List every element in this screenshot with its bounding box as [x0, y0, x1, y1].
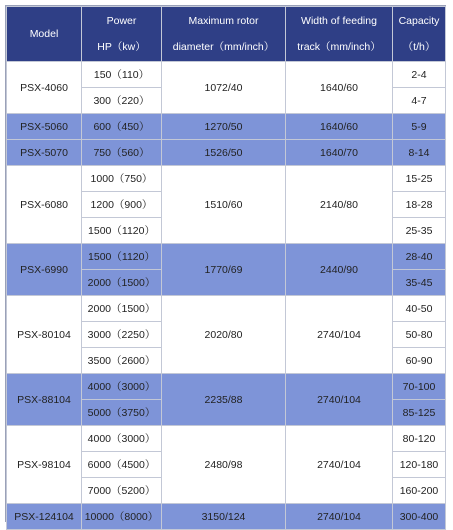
- capacity-cell: 28-40: [393, 244, 446, 270]
- rotor-cell: 2480/98: [162, 426, 286, 504]
- header-capacity: Capacity （t/h）: [393, 7, 446, 62]
- capacity-cell: 70-100: [393, 374, 446, 400]
- table-row: [7, 426, 446, 452]
- table-body: [7, 62, 446, 530]
- track-cell: 2740/104: [286, 504, 393, 530]
- power-cell: 1500（1120）: [82, 244, 162, 270]
- model-cell: PSX-124104: [7, 504, 82, 530]
- table-row: [7, 374, 446, 400]
- rotor-cell: 2020/80: [162, 296, 286, 374]
- table-row: [7, 504, 446, 530]
- model-cell: PSX-4060: [7, 62, 82, 114]
- capacity-cell: 120-180: [393, 452, 446, 478]
- power-cell: 3500（2600）: [82, 348, 162, 374]
- capacity-cell: 8-14: [393, 140, 446, 166]
- power-cell: 300（220）: [82, 88, 162, 114]
- model-cell: PSX-80104: [7, 296, 82, 374]
- table-row: [7, 140, 446, 166]
- power-cell: 5000（3750）: [82, 400, 162, 426]
- table-row: [7, 296, 446, 322]
- table-header: [7, 7, 446, 62]
- power-cell: 3000（2250）: [82, 322, 162, 348]
- crusher-spec-table: [6, 6, 446, 530]
- power-cell: 2000（1500）: [82, 296, 162, 322]
- capacity-cell: 300-400: [393, 504, 446, 530]
- model-cell: PSX-6080: [7, 166, 82, 244]
- table-row: [7, 166, 446, 192]
- rotor-cell: 1526/50: [162, 140, 286, 166]
- power-cell: 7000（5200）: [82, 478, 162, 504]
- track-cell: 2740/104: [286, 426, 393, 504]
- model-cell: PSX-88104: [7, 374, 82, 426]
- power-cell: 150（110）: [82, 62, 162, 88]
- power-cell: 4000（3000）: [82, 426, 162, 452]
- table-row: [7, 62, 446, 88]
- model-cell: PSX-5070: [7, 140, 82, 166]
- table-row: [7, 114, 446, 140]
- rotor-cell: 1270/50: [162, 114, 286, 140]
- header-rotor: Maximum rotor diameter（mm/inch）: [162, 7, 286, 62]
- capacity-cell: 2-4: [393, 62, 446, 88]
- model-cell: PSX-98104: [7, 426, 82, 504]
- power-cell: 10000（8000）: [82, 504, 162, 530]
- power-cell: 1000（750）: [82, 166, 162, 192]
- header-model: Model: [7, 7, 82, 62]
- capacity-cell: 18-28: [393, 192, 446, 218]
- capacity-cell: 4-7: [393, 88, 446, 114]
- power-cell: 1500（1120）: [82, 218, 162, 244]
- header-row: [7, 7, 446, 62]
- capacity-cell: 25-35: [393, 218, 446, 244]
- track-cell: 1640/70: [286, 140, 393, 166]
- track-cell: 2740/104: [286, 296, 393, 374]
- rotor-cell: 1072/40: [162, 62, 286, 114]
- capacity-cell: 40-50: [393, 296, 446, 322]
- capacity-cell: 85-125: [393, 400, 446, 426]
- track-cell: 1640/60: [286, 62, 393, 114]
- spec-table-frame: [5, 5, 446, 522]
- power-cell: 2000（1500）: [82, 270, 162, 296]
- capacity-cell: 15-25: [393, 166, 446, 192]
- capacity-cell: 35-45: [393, 270, 446, 296]
- rotor-cell: 1510/60: [162, 166, 286, 244]
- capacity-cell: 60-90: [393, 348, 446, 374]
- rotor-cell: 3150/124: [162, 504, 286, 530]
- power-cell: 6000（4500）: [82, 452, 162, 478]
- capacity-cell: 5-9: [393, 114, 446, 140]
- track-cell: 2440/90: [286, 244, 393, 296]
- track-cell: 2140/80: [286, 166, 393, 244]
- rotor-cell: 2235/88: [162, 374, 286, 426]
- model-cell: PSX-6990: [7, 244, 82, 296]
- power-cell: 1200（900）: [82, 192, 162, 218]
- capacity-cell: 50-80: [393, 322, 446, 348]
- header-power: Power HP（kw）: [82, 7, 162, 62]
- table-row: [7, 244, 446, 270]
- track-cell: 1640/60: [286, 114, 393, 140]
- header-track: Width of feeding track（mm/inch）: [286, 7, 393, 62]
- model-cell: PSX-5060: [7, 114, 82, 140]
- capacity-cell: 80-120: [393, 426, 446, 452]
- power-cell: 750（560）: [82, 140, 162, 166]
- power-cell: 4000（3000）: [82, 374, 162, 400]
- track-cell: 2740/104: [286, 374, 393, 426]
- power-cell: 600（450）: [82, 114, 162, 140]
- rotor-cell: 1770/69: [162, 244, 286, 296]
- capacity-cell: 160-200: [393, 478, 446, 504]
